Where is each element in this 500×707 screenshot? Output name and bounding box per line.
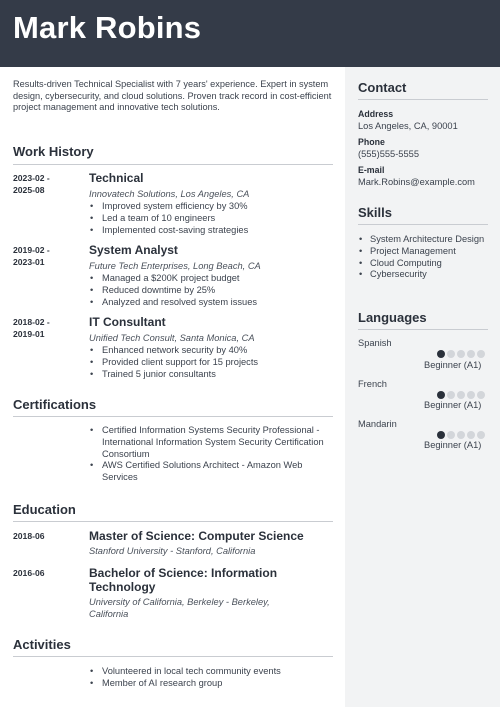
education-school: University of California, Berkeley - Berkeley, California	[89, 597, 270, 619]
language-name: Spanish	[358, 338, 392, 348]
language-rating	[437, 350, 485, 358]
job-date-start: 2018-02 -	[13, 317, 50, 327]
job-date-end: 2025-08	[13, 185, 45, 195]
rating-dot-empty	[477, 391, 485, 399]
job-company: Future Tech Enterprises, Long Beach, CA	[89, 261, 261, 271]
candidate-name: Mark Robins	[13, 10, 202, 45]
skills-heading: Skills	[358, 205, 392, 220]
list-item: • Member of AI research group	[89, 678, 339, 690]
work-history-heading: Work History	[13, 144, 94, 159]
language-level: Beginner (A1)	[424, 400, 482, 410]
list-item: • Cloud Computing	[358, 258, 490, 270]
rating-dot-empty	[467, 350, 475, 358]
list-item: • AWS Certified Solutions Architect - Amazon Web Services	[89, 460, 334, 484]
education-date: 2018-06	[13, 531, 45, 541]
languages-heading: Languages	[358, 310, 427, 325]
list-item: • Volunteered in local tech community events	[89, 666, 339, 678]
rating-dot-empty	[477, 350, 485, 358]
list-item: • Certified Information Systems Security Professional - International Information System Security Certification Consortium	[89, 425, 334, 460]
section-divider	[358, 99, 488, 100]
job-title: IT Consultant	[89, 315, 166, 329]
rating-dot-empty	[457, 350, 465, 358]
list-item: • Implemented cost-saving strategies	[89, 225, 339, 237]
language-rating	[437, 391, 485, 399]
section-divider	[358, 329, 488, 330]
phone-label: Phone	[358, 137, 385, 147]
list-item: • Provided client support for 15 projects	[89, 357, 339, 369]
job-date-end: 2023-01	[13, 257, 45, 267]
list-item: • Improved system efficiency by 30%	[89, 201, 339, 213]
section-divider	[13, 164, 333, 165]
job-title: Technical	[89, 171, 144, 185]
language-name: Mandarin	[358, 419, 397, 429]
job-bullets	[89, 345, 339, 380]
rating-dot-empty	[457, 391, 465, 399]
section-divider	[13, 521, 333, 522]
rating-dot-empty	[447, 391, 455, 399]
certifications-heading: Certifications	[13, 397, 97, 412]
rating-dot-empty	[447, 350, 455, 358]
list-item: • Project Management	[358, 246, 490, 258]
language-name: French	[358, 379, 387, 389]
list-item: • System Architecture Design	[358, 234, 490, 246]
job-bullets	[89, 201, 339, 236]
activities-list	[89, 666, 339, 690]
rating-dot-empty	[477, 431, 485, 439]
education-school: Stanford University - Stanford, California	[89, 546, 256, 556]
contact-heading: Contact	[358, 80, 407, 95]
job-date-start: 2019-02 -	[13, 245, 50, 255]
certifications-list	[89, 425, 334, 484]
job-date-start: 2023-02 -	[13, 173, 50, 183]
skills-list	[358, 234, 490, 281]
list-item: • Managed a $200K project budget	[89, 273, 339, 285]
list-item: • Led a team of 10 engineers	[89, 213, 339, 225]
rating-dot-filled	[437, 431, 445, 439]
rating-dot-empty	[467, 431, 475, 439]
email-value: Mark.Robins@example.com	[358, 177, 475, 187]
section-divider	[13, 656, 333, 657]
language-level: Beginner (A1)	[424, 440, 482, 450]
email-label: E-mail	[358, 165, 385, 175]
activities-heading: Activities	[13, 637, 71, 652]
education-degree: Master of Science: Computer Science	[89, 529, 304, 543]
phone-value: (555)555-5555	[358, 149, 419, 159]
job-company: Innovatech Solutions, Los Angeles, CA	[89, 189, 250, 199]
job-bullets	[89, 273, 339, 308]
address-label: Address	[358, 109, 394, 119]
header-banner	[0, 0, 500, 67]
language-level: Beginner (A1)	[424, 360, 482, 370]
rating-dot-filled	[437, 350, 445, 358]
rating-dot-empty	[447, 431, 455, 439]
list-item: • Trained 5 junior consultants	[89, 369, 339, 381]
summary-text: Results-driven Technical Specialist with 7 years' experience. Expert in system design, cybersecurity, and cloud solutions. Proven track record in cost-efficient project management and innovative tech solutions.	[13, 79, 332, 113]
language-rating	[437, 431, 485, 439]
rating-dot-empty	[467, 391, 475, 399]
education-date: 2016-06	[13, 568, 45, 578]
job-company: Unified Tech Consult, Santa Monica, CA	[89, 333, 255, 343]
list-item: • Enhanced network security by 40%	[89, 345, 339, 357]
job-title: System Analyst	[89, 243, 178, 257]
list-item: • Reduced downtime by 25%	[89, 285, 339, 297]
list-item: • Cybersecurity	[358, 269, 490, 281]
job-date-end: 2019-01	[13, 329, 45, 339]
address-value: Los Angeles, CA, 90001	[358, 121, 458, 131]
education-heading: Education	[13, 502, 76, 517]
section-divider	[358, 224, 488, 225]
education-degree: Bachelor of Science: Information Technology	[89, 566, 278, 594]
list-item: • Analyzed and resolved system issues	[89, 297, 339, 309]
rating-dot-empty	[457, 431, 465, 439]
rating-dot-filled	[437, 391, 445, 399]
section-divider	[13, 416, 333, 417]
